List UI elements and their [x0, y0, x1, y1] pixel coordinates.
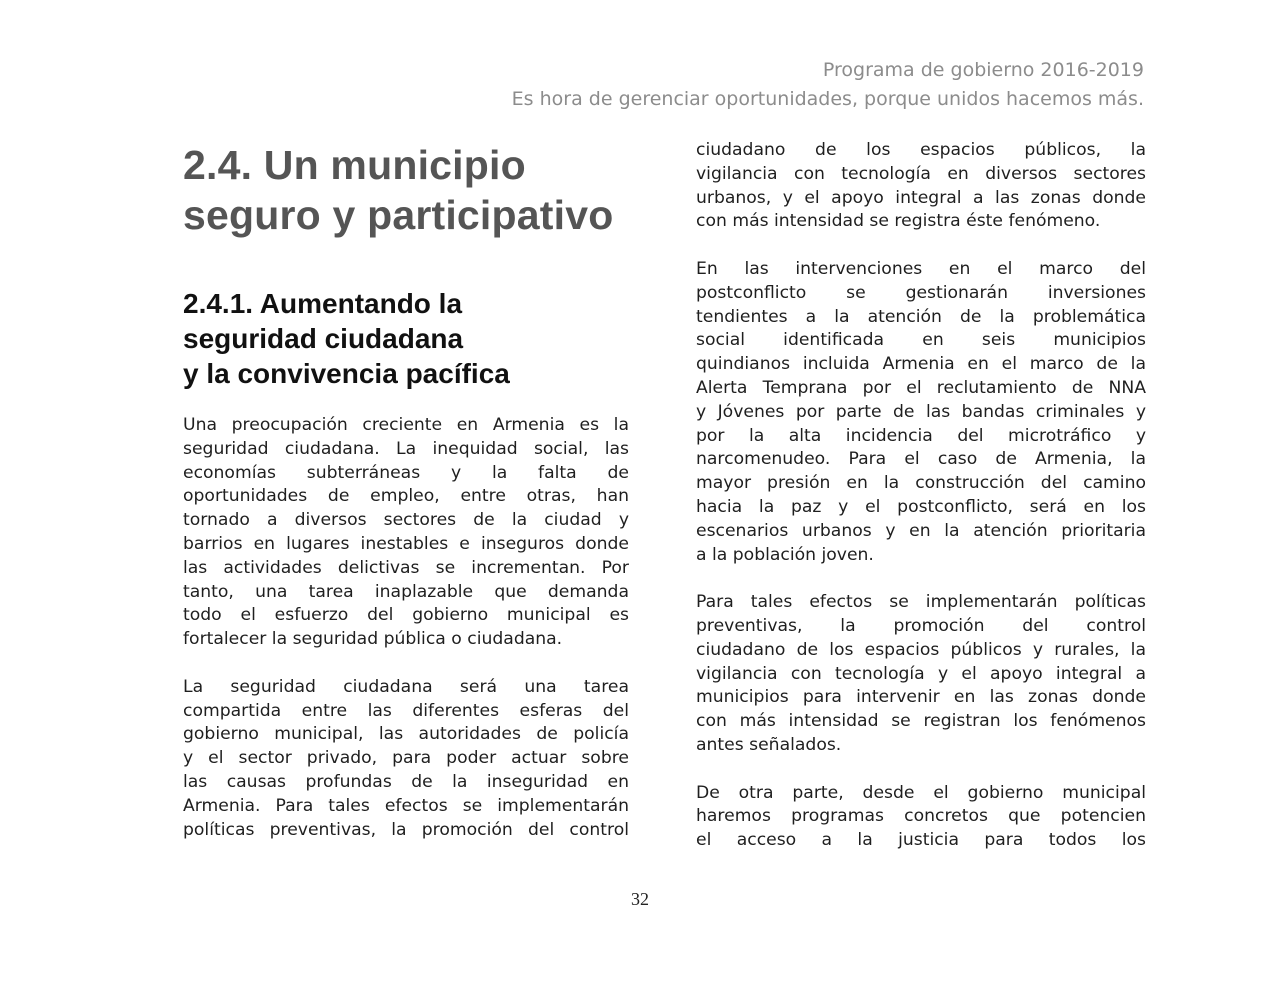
text-line: tanto, una tarea inaplazable que demanda	[183, 581, 629, 602]
subsection-heading-line: 2.4.1. Aumentando la	[183, 288, 463, 319]
text-line: Una preocupación creciente en Armenia es la	[183, 415, 629, 435]
text-line: preventivas, la promoción del control	[696, 615, 1146, 636]
text-line: todo el esfuerzo del gobierno municipal es	[183, 605, 629, 626]
text-line: La seguridad ciudadana será una tarea	[183, 676, 629, 697]
text-line: escenarios urbanos y en la atención prioritaria	[696, 520, 1146, 541]
text-line: vigilancia con tecnología y el apoyo integral a	[696, 663, 1146, 684]
text-line: Para tales efectos se implementarán políticas	[696, 592, 1146, 613]
text-line: ciudadano de los espacios públicos y rurales, la	[696, 639, 1146, 660]
section-heading-line: seguro y participativo	[183, 192, 614, 238]
text-line: mayor presión en la construcción del camino	[696, 473, 1146, 494]
text-line: políticas preventivas, la promoción del control	[183, 819, 629, 840]
text-line: con más intensidad se registran los fenómenos	[696, 711, 1146, 732]
text-line: ciudadano de los espacios públicos, la	[696, 140, 1146, 160]
body-paragraph	[183, 676, 629, 843]
left-column	[183, 140, 629, 842]
body-paragraph	[183, 414, 629, 652]
text-line: Armenia. Para tales efectos se implementarán	[183, 795, 629, 816]
body-paragraph	[696, 782, 1146, 853]
text-line: quindianos incluida Armenia en el marco de la	[696, 354, 1146, 375]
text-line: compartida entre las diferentes esferas del	[183, 700, 629, 721]
text-line: haremos programas concretos que potencien	[696, 806, 1146, 827]
text-line: En las intervenciones en el marco del	[696, 258, 1146, 279]
header-program-title: Programa de gobierno 2016-2019	[822, 59, 1144, 81]
text-line: seguridad ciudadana. La inequidad social, las	[183, 438, 629, 459]
text-line: gobierno municipal, las autoridades de policía	[183, 724, 629, 745]
text-line: fortalecer la seguridad pública o ciudadana.	[183, 629, 563, 650]
subsection-heading-line: seguridad ciudadana	[183, 323, 464, 354]
right-column	[696, 139, 1146, 853]
subsection-heading-line: y la convivencia pacífica	[183, 358, 510, 389]
text-line: antes señalados.	[696, 734, 842, 755]
text-line: Alerta Temprana por el reclutamiento de NNA	[696, 377, 1146, 398]
text-line: barrios en lugares inestables e inseguros donde	[183, 533, 629, 554]
running-header	[512, 56, 1144, 114]
text-line: economías subterráneas y la falta de	[183, 462, 629, 483]
text-line: el acceso a la justicia para todos los	[696, 830, 1146, 851]
text-line: municipios para intervenir en las zonas donde	[696, 687, 1146, 708]
text-line: hacia la paz y el postconflicto, será en los	[696, 496, 1146, 517]
section-heading	[183, 140, 629, 240]
text-line: narcomenudeo. Para el caso de Armenia, la	[696, 449, 1146, 470]
body-paragraph	[696, 139, 1146, 234]
subsection-heading	[183, 286, 629, 391]
text-line: tendientes a la atención de la problemática	[696, 306, 1146, 327]
body-paragraph	[696, 258, 1146, 567]
text-line: a la población joven.	[696, 544, 874, 565]
text-line: por la alta incidencia del microtráfico y	[696, 425, 1146, 446]
text-line: las actividades delictivas se incrementan. Por	[183, 557, 629, 578]
text-line: postconflicto se gestionarán inversiones	[696, 282, 1146, 303]
text-line: oportunidades de empleo, entre otras, han	[183, 486, 629, 507]
body-paragraph	[696, 591, 1146, 758]
text-line: De otra parte, desde el gobierno municipal	[696, 782, 1146, 803]
text-line: social identificada en seis municipios	[696, 330, 1146, 351]
text-line: y el sector privado, para poder actuar sobre	[183, 748, 629, 769]
text-line: tornado a diversos sectores de la ciudad y	[183, 510, 629, 531]
page-number: 32	[631, 889, 649, 909]
text-line: urbanos, y el apoyo integral a las zonas donde	[696, 187, 1146, 208]
text-line: y Jóvenes por parte de las bandas criminales y	[696, 401, 1146, 422]
text-line: con más intensidad se registra éste fenómeno.	[696, 211, 1101, 232]
text-line: vigilancia con tecnología en diversos sectores	[696, 163, 1146, 184]
text-line: las causas profundas de la inseguridad en	[183, 771, 629, 792]
section-heading-line: 2.4. Un municipio	[183, 142, 526, 188]
header-slogan: Es hora de gerenciar oportunidades, porque unidos hacemos más.	[511, 88, 1144, 110]
